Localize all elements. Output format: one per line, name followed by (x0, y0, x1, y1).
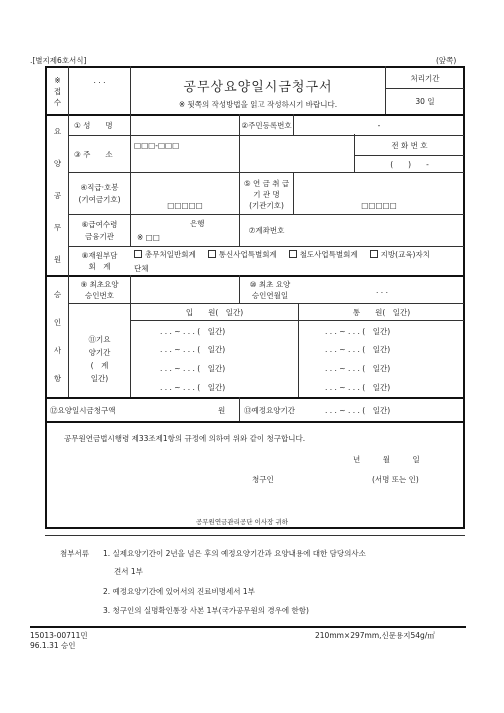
outpatient-header: 통 원( 일간) (352, 307, 411, 317)
inpatient-row[interactable]: . . . ~ . . . ( 일간) (160, 344, 226, 354)
position-label-text: ④직급·호봉 (80, 183, 119, 192)
agency-field[interactable]: □□□□□ (361, 200, 397, 210)
burden-option-local[interactable] (370, 249, 430, 260)
addressee: 공무원연금관리공단 이사장 귀하 (196, 518, 289, 526)
form-title: 공무상요양일시금청구서 (183, 79, 333, 95)
section-approval (47, 277, 68, 397)
footer-divider (30, 626, 466, 628)
bank-label (69, 215, 130, 246)
attachment-item-1-cont: 견서 1부 (114, 567, 143, 576)
expected-period-label: ⑬예정요양기간 (244, 405, 295, 415)
burden-label-text: ⑧재원부담 (81, 251, 118, 260)
burden-option-text: 지방(교육)자치 (380, 250, 430, 259)
first-date-label (240, 277, 300, 303)
footer-paper: 210mm×297mm,신문용지54g/㎡ (315, 631, 435, 640)
name-label: ① 성 명 (74, 121, 113, 130)
phone-label: 전 화 번 호 (391, 141, 428, 150)
receipt-text: 접수 (53, 86, 62, 107)
receipt-date[interactable]: . . . (93, 75, 106, 85)
checkbox-icon (208, 250, 216, 258)
inpatient-header: 입 원( 일간) (185, 307, 244, 317)
inpatient-row[interactable]: . . . ~ . . . ( 일간) (160, 326, 226, 336)
attachment-item-3: 3. 청구인의 실명확인통장 사본 1부(국가공무원의 경우에 한함) (103, 606, 309, 615)
rrn-label: ②주민등록번호 (241, 121, 292, 130)
first-no-label (69, 277, 130, 303)
first-date-label-text: ⑩ 최초 요양 (249, 280, 291, 289)
outpatient-row[interactable]: . . . ~ . . . ( 일간) (325, 344, 391, 354)
agency-label-sub: (기관기호) (249, 200, 284, 210)
address-field[interactable]: □□□-□□□ (134, 141, 180, 150)
burden-option-text: 통신사업특별회계 (218, 250, 277, 259)
burden-option-telecom[interactable] (208, 249, 277, 260)
section-applicant-text: 요양공무원 (53, 126, 62, 264)
agency-label-text: ⑤ 연 금 취 급 (243, 178, 290, 188)
burden-label (69, 247, 130, 275)
burden-option-text: 총무처일반회계 (145, 250, 196, 259)
section-applicant (47, 116, 68, 275)
receipt-mark: ※ (54, 75, 61, 85)
burden-tail: 단체 (134, 264, 149, 273)
burden-option-text: 철도사업특별회계 (299, 250, 358, 259)
bank-label-text: ⑥급여수령 (81, 219, 118, 229)
declaration-text: 공무원연금법시행령 제33조제1항의 규정에 의하여 위와 같이 청구합니다. (64, 434, 306, 443)
name-field[interactable] (131, 116, 239, 135)
burden-option-railway[interactable] (289, 249, 358, 260)
position-label-sub: (기여금기호) (78, 195, 121, 204)
processing-period-value: 30 일 (415, 97, 435, 106)
period-label (69, 321, 130, 397)
amount-unit: 원 (218, 405, 226, 415)
expected-period-value[interactable]: . . . ~ . . . ( 일간) (325, 405, 391, 415)
first-no-field[interactable] (131, 277, 239, 303)
attachment-item-1: 1. 실제요양기간이 2년을 넘은 후의 예정요양기간과 요양내용에 대한 담당의사소 (103, 549, 366, 558)
period-label-text: ⑪기요 (88, 335, 111, 344)
first-no-label-text2: 승인번호 (85, 291, 114, 300)
processing-period-label: 처리기간 (410, 73, 440, 83)
agency-label (240, 174, 293, 214)
inpatient-row[interactable]: . . . ~ . . . ( 일간) (160, 363, 226, 373)
bank-field[interactable]: 은행 (190, 219, 205, 228)
outpatient-row[interactable]: . . . ~ . . . ( 일간) (325, 363, 391, 373)
outpatient-row[interactable]: . . . ~ . . . ( 일간) (325, 382, 391, 392)
bank-label-text2: 금융기관 (85, 231, 114, 241)
checkbox-icon (134, 250, 142, 258)
inpatient-row[interactable]: . . . ~ . . . ( 일간) (160, 382, 226, 392)
receipt-label (47, 68, 68, 114)
page-side: (앞쪽) (436, 56, 457, 65)
first-date-label-text2: 승인연월일 (251, 291, 289, 300)
phone-field[interactable]: ( ) - (390, 159, 429, 169)
burden-options (134, 248, 462, 261)
claimant-sign[interactable]: (서명 또는 인) (372, 475, 419, 484)
account-label: ⑦계좌번호 (248, 226, 285, 235)
section-approval-text: 승인사항 (53, 290, 62, 383)
burden-option-general[interactable] (134, 249, 196, 260)
attachment-item-2: 2. 예정요양기간에 있어서의 진료비명세서 1부 (103, 587, 255, 596)
footer-approval: 96.1.31 승인 (30, 641, 76, 650)
period-label-text2: 양기간 (88, 348, 111, 357)
address-label: ③ 주 소 (74, 149, 113, 159)
checkbox-icon (370, 250, 378, 258)
first-date-field[interactable]: . . . (376, 285, 388, 295)
amount-label: ⑫요양일시금청구액 (50, 405, 116, 415)
position-field[interactable]: □□□□□ (167, 200, 203, 210)
period-label-text4: 일간) (90, 374, 109, 383)
period-label-text3: ( 계 (90, 361, 109, 370)
form-number: .[별지제6호서식] (30, 56, 87, 65)
position-label (69, 174, 130, 214)
footer-code: 15013-00711민 (30, 631, 88, 640)
account-field[interactable] (294, 215, 464, 246)
claimant-label: 청구인 (252, 475, 274, 484)
agency-label-text2: 기 관 명 (253, 189, 280, 199)
first-no-label-text: ⑨ 최초요양 (80, 280, 119, 289)
form-notice: ※ 뒷쪽의 작성방법을 읽고 작성하시기 바랍니다. (178, 99, 338, 109)
checkbox-icon (289, 250, 297, 258)
burden-label-text2: 회 계 (88, 262, 111, 271)
attachments-label: 첨부서류 (60, 549, 89, 558)
bank-code[interactable]: ※ □□ (137, 233, 160, 242)
outpatient-row[interactable]: . . . ~ . . . ( 일간) (325, 326, 391, 336)
rrn-field[interactable]: - (377, 121, 381, 130)
declaration-date[interactable]: 년 월 일 (353, 455, 420, 464)
